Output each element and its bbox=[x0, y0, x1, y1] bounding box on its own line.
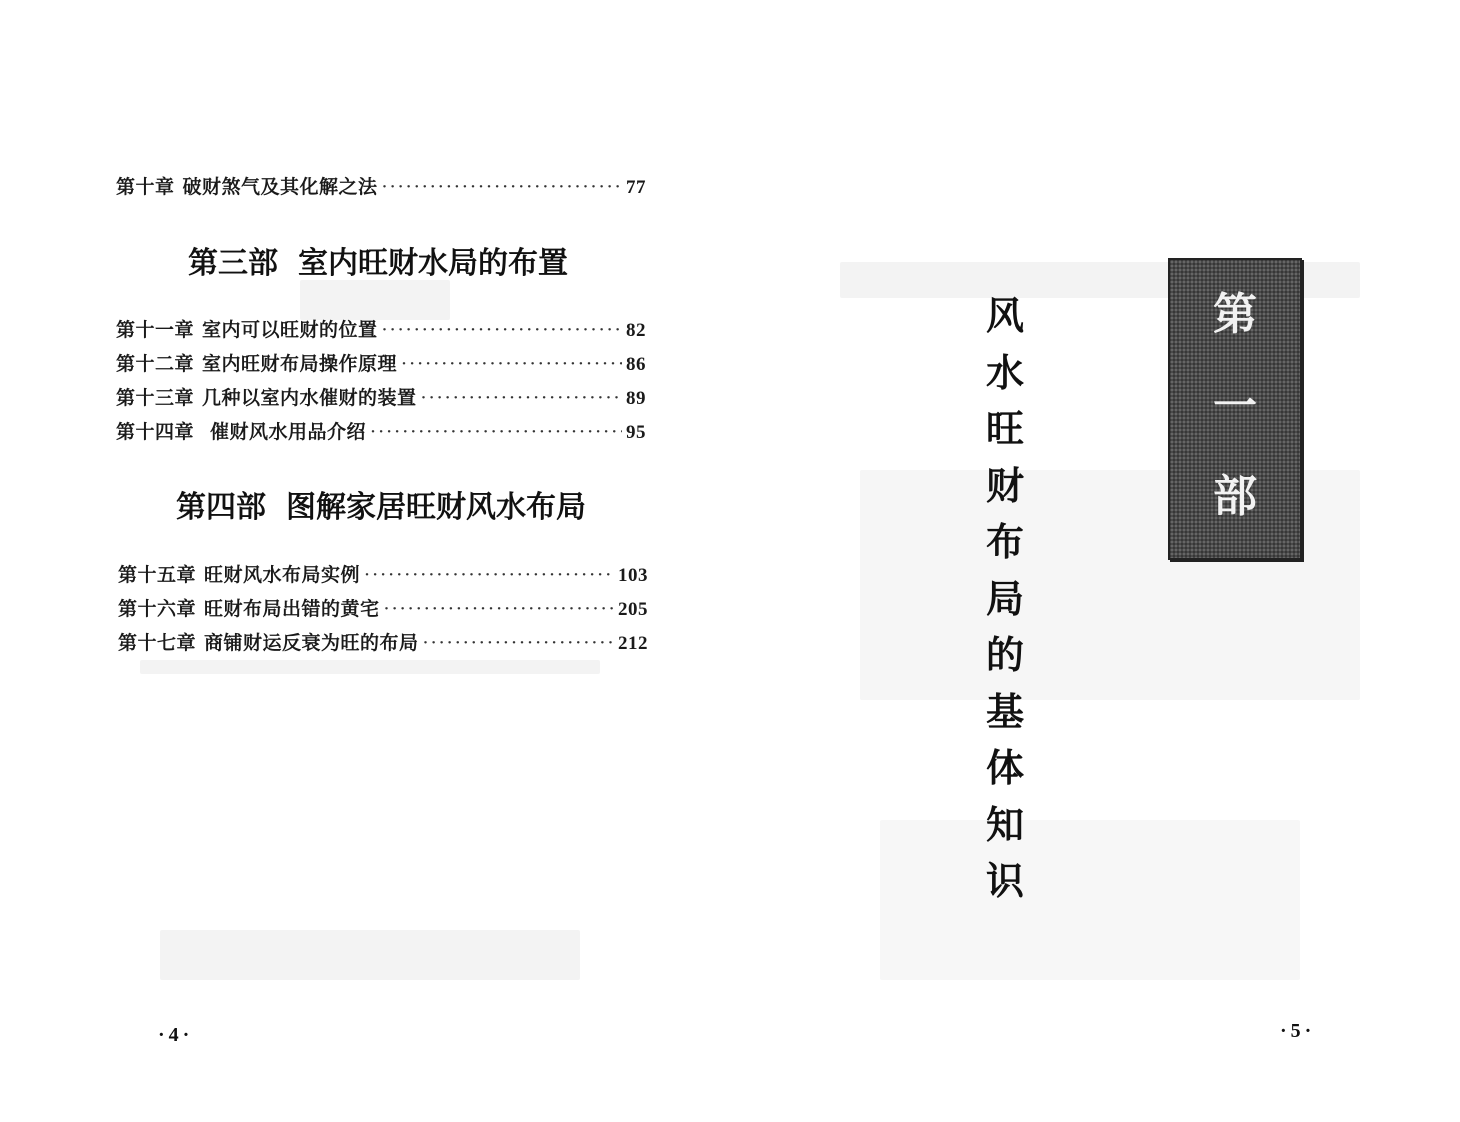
page-number: ·5· bbox=[1280, 1020, 1316, 1042]
box-char-1: 第 bbox=[1213, 289, 1257, 340]
title-char: 旺 bbox=[985, 406, 1024, 451]
title-char: 水 bbox=[985, 349, 1024, 395]
chapter-number: 第十三章 bbox=[116, 387, 195, 409]
toc-entry-chapter-10[interactable] bbox=[116, 172, 646, 198]
page-ref: 77 bbox=[626, 177, 646, 198]
box-char-3: 部 bbox=[1213, 471, 1257, 522]
title-char: 的 bbox=[985, 632, 1024, 677]
dot-leader bbox=[370, 421, 622, 443]
toc-entry-chapter-17[interactable] bbox=[118, 628, 648, 654]
part-3-heading bbox=[188, 238, 568, 282]
title-char: 局 bbox=[985, 575, 1024, 621]
dot-leader bbox=[364, 564, 614, 586]
toc-entry-chapter-15[interactable] bbox=[118, 560, 648, 586]
title-char: 布 bbox=[985, 519, 1024, 564]
dot-leader bbox=[382, 176, 622, 198]
part-4-heading bbox=[176, 482, 586, 526]
toc-entry-chapter-16[interactable] bbox=[118, 594, 648, 620]
part-one-box bbox=[1168, 258, 1302, 560]
title-char: 基 bbox=[985, 688, 1024, 734]
chapter-number: 第十五章 bbox=[118, 564, 197, 586]
dot-leader bbox=[401, 353, 622, 375]
chapter-title: 旺财风水布局实例 bbox=[204, 564, 361, 586]
chapter-number: 第十四章 bbox=[116, 421, 195, 443]
title-char: 风 bbox=[985, 293, 1024, 338]
chapter-title: 旺财布局出错的黄宅 bbox=[204, 598, 380, 620]
chapter-number: 第十七章 bbox=[118, 632, 197, 654]
page-ref: 86 bbox=[626, 354, 646, 375]
title-char: 财 bbox=[985, 462, 1024, 508]
chapter-number: 第十六章 bbox=[118, 598, 197, 620]
chapter-title: 商铺财运反衰为旺的布局 bbox=[204, 632, 419, 654]
chapter-number: 第十二章 bbox=[116, 353, 195, 375]
page-ref: 95 bbox=[626, 422, 646, 443]
title-char: 识 bbox=[985, 858, 1024, 903]
chapter-title: 室内旺财布局操作原理 bbox=[202, 353, 398, 375]
vertical-title bbox=[980, 288, 1030, 910]
page-ref: 89 bbox=[626, 388, 646, 409]
chapter-number: 第十章 bbox=[116, 176, 175, 198]
toc-entry-chapter-13[interactable] bbox=[116, 383, 646, 409]
chapter-title: 室内可以旺财的位置 bbox=[202, 319, 378, 341]
chapter-number: 第十一章 bbox=[116, 319, 195, 341]
title-char: 体 bbox=[985, 745, 1024, 790]
chapter-title: 破财煞气及其化解之法 bbox=[182, 176, 378, 198]
dot-leader bbox=[384, 598, 614, 620]
part-label: 第三部 bbox=[188, 246, 278, 281]
toc-entry-chapter-12[interactable] bbox=[116, 349, 646, 375]
page-ref: 212 bbox=[618, 633, 648, 654]
chapter-title: 催财风水用品介绍 bbox=[210, 421, 367, 443]
dot-leader bbox=[421, 387, 622, 409]
box-char-2: 一 bbox=[1213, 381, 1257, 432]
page-ref: 82 bbox=[626, 320, 646, 341]
toc-entry-chapter-14[interactable] bbox=[116, 417, 646, 443]
dot-leader bbox=[382, 319, 622, 341]
part-label: 第四部 bbox=[176, 490, 266, 525]
page-ref: 205 bbox=[618, 599, 648, 620]
dot-leader bbox=[423, 632, 614, 654]
page-number: ·4· bbox=[158, 1024, 194, 1046]
toc-entry-chapter-11[interactable] bbox=[116, 315, 646, 341]
part-title: 图解家居旺财风水布局 bbox=[286, 490, 586, 525]
right-page bbox=[730, 0, 1460, 1122]
page-ref: 103 bbox=[618, 565, 648, 586]
part-title: 室内旺财水局的布置 bbox=[298, 246, 568, 281]
chapter-title: 几种以室内水催财的装置 bbox=[202, 387, 417, 409]
title-char: 知 bbox=[985, 801, 1024, 847]
